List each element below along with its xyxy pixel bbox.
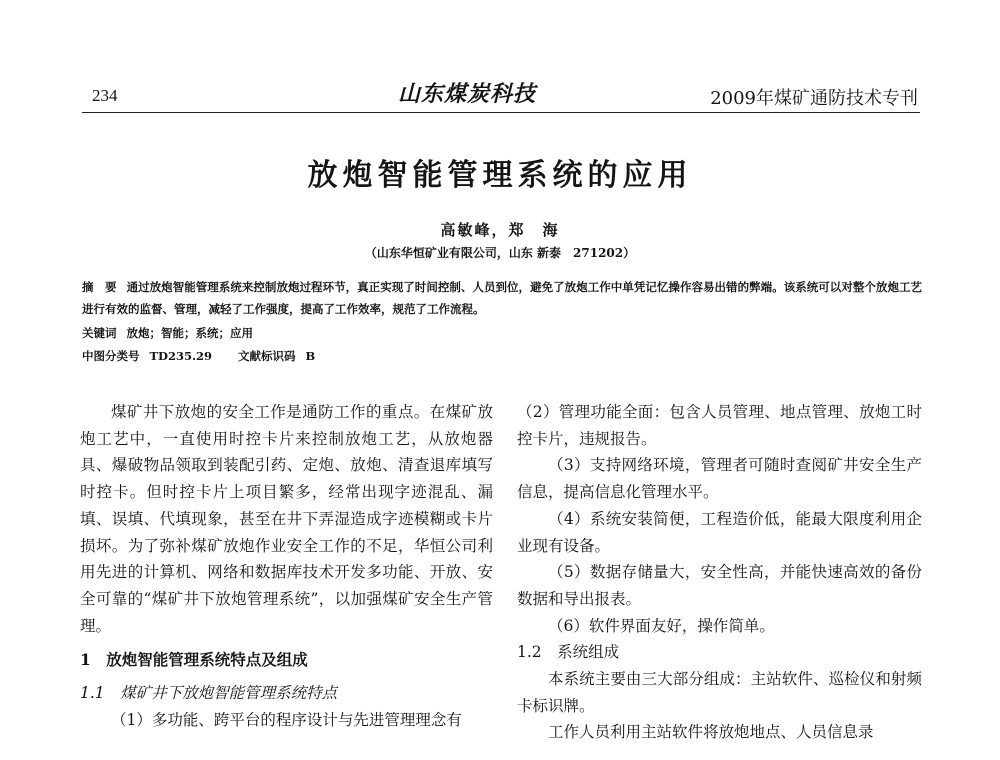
header-rule (82, 112, 920, 113)
keywords-label: 关键词 (82, 326, 117, 340)
affiliation: （山东华恒矿业有限公司，山东 新泰 271202） (364, 246, 636, 260)
abstract-text: 通过放炮智能管理系统来控制放炮过程环节，真正实现了时间控制、人员到位，避免了放炮工作中单凭记忆操作容易出错的弊端。该系统可以对整个放炮工艺进行有效的监督、管理，减轻了工作强度，提高了工作效率，规范了工作流程。 (82, 280, 923, 316)
composition-paragraph: 本系统主要由三大部分组成：主站软件、巡检仪和射频卡标识牌。 (517, 670, 922, 715)
issue-title: 2009年煤矿通防技术专刊 (710, 88, 918, 109)
intro-paragraph: 煤矿井下放炮的安全工作是通防工作的重点。在煤矿放炮工艺中，一直使用时控卡片来控制放炮工艺，从放炮器具、爆破物品领取到装配引药、定炮、放炮、清查退库填写时控卡。但时控卡片上项目繁多，经常出现字迹混乱、漏填、误填、代填现象，甚至在井下弄湿造成字迹模糊或卡片损坏。为了弥补煤矿放炮作业安全工作的不足，华恒公司利用先进的计算机、网络和数据库技术开发多功能、开放、安全可靠的“煤矿井下放炮管理系统”，以加强煤矿安全生产管理。 (80, 403, 493, 635)
list-item-5: （5）数据存储量大，安全性高，并能快速高效的备份数据和导出报表。 (517, 563, 922, 608)
clc-value: TD235.29 (149, 349, 213, 363)
right-column (517, 399, 922, 746)
keywords-text: 放炮；智能；系统；应用 (126, 326, 253, 340)
section-1-2-heading: 1.2 系统组成 (517, 643, 620, 662)
doc-code-value: B (305, 349, 316, 363)
abstract (82, 276, 922, 320)
classification (82, 345, 922, 367)
article-title: 放炮智能管理系统的应用 (307, 158, 693, 193)
list-item-3: （3）支持网络环境，管理者可随时查阅矿井安全生产信息，提高信息化管理水平。 (517, 456, 922, 502)
list-item-1: （1）多功能、跨平台的程序设计与先进管理理念有 (111, 710, 462, 729)
list-item-6: （6）软件界面友好，操作简单。 (548, 616, 775, 635)
abstract-label: 摘 要 (82, 280, 117, 294)
section-1-heading: 1 放炮智能管理系统特点及组成 (80, 650, 308, 670)
authors: 高敏峰，郑 海 (440, 221, 560, 239)
workflow-paragraph: 工作人员利用主站软件将放炮地点、人员信息录 (548, 723, 874, 742)
left-column (80, 399, 493, 733)
journal-logo: 山东煤炭科技 (398, 81, 537, 107)
list-item-4: （4）系统安装简便，工程造价低，能最大限度利用企业现有设备。 (517, 509, 922, 555)
clc-label: 中图分类号 (82, 349, 140, 363)
keywords (82, 322, 922, 344)
page-number: 234 (92, 86, 118, 105)
doc-code-label: 文献标识码 (238, 349, 296, 363)
section-1-1-heading: 1.1 煤矿井下放炮智能管理系统特点 (80, 684, 338, 703)
list-item-2: （2）管理功能全面：包含人员管理、地点管理、放炮工时控卡片，违规报告。 (517, 403, 922, 448)
